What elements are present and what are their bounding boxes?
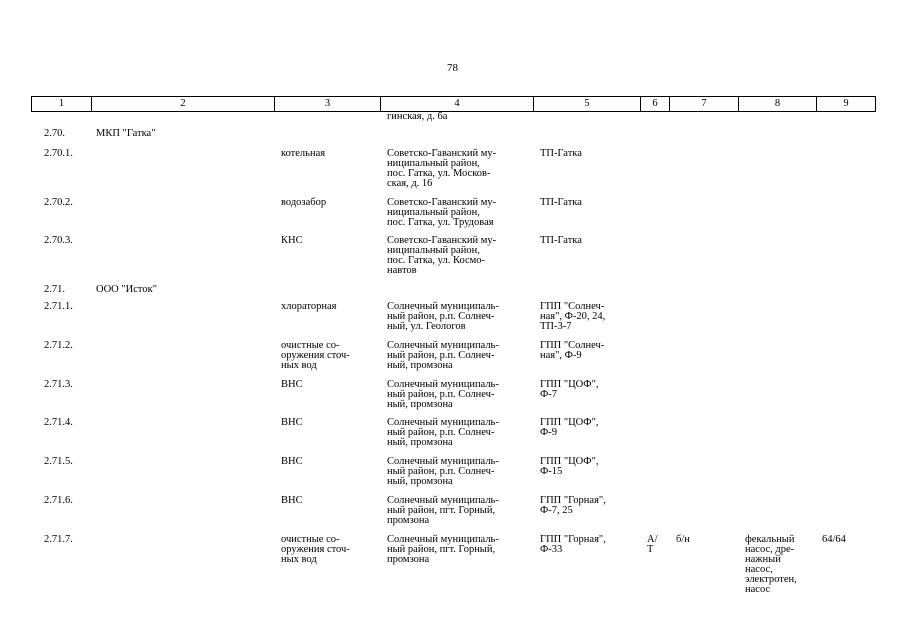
equipment-list: фекальный насос, дре- нажный насос, электротен, насос bbox=[745, 534, 797, 595]
row-number: 2.71. bbox=[44, 284, 65, 295]
facility-type: очистные со- оружения сточ- ных вод bbox=[281, 340, 350, 371]
organization-name: МКП "Гатка" bbox=[96, 128, 156, 139]
power-source: ТП-Гатка bbox=[540, 235, 582, 246]
power-source: ГПП "Горная", Ф-7, 25 bbox=[540, 495, 606, 516]
row-number: 2.71.3. bbox=[44, 379, 73, 390]
header-col-6: 6 bbox=[641, 97, 670, 111]
header-col-9: 9 bbox=[843, 98, 849, 109]
header-col-8: 8 bbox=[739, 97, 817, 111]
facility-type: очистные со- оружения сточ- ных вод bbox=[281, 534, 350, 565]
header-col-7: 7 bbox=[670, 97, 739, 111]
row-number: 2.71.6. bbox=[44, 495, 73, 506]
power-source: ТП-Гатка bbox=[540, 148, 582, 159]
facility-type: КНС bbox=[281, 235, 303, 246]
facility-type: ВНС bbox=[281, 495, 303, 506]
col-9-value: 64/64 bbox=[822, 534, 846, 545]
col-7-value: б/н bbox=[676, 534, 690, 545]
carryover-address: гинская, д. 6а bbox=[387, 111, 448, 122]
address: Солнечный муниципаль- ный район, пгт. Горный, промзона bbox=[387, 534, 499, 565]
row-number: 2.71.4. bbox=[44, 417, 73, 428]
facility-type: водозабор bbox=[281, 197, 327, 208]
address: Солнечный муниципаль- ный район, р.п. Солнеч- ный, промзона bbox=[387, 417, 499, 448]
power-source: ГПП "ЦОФ", Ф-9 bbox=[540, 417, 599, 438]
facility-type: ВНС bbox=[281, 379, 303, 390]
address: Солнечный муниципаль- ный район, пгт. Горный, промзона bbox=[387, 495, 499, 526]
address: Советско-Гаванский му- ниципальный район, пос. Гатка, ул. Москов- ская, д. 16 bbox=[387, 148, 497, 189]
address: Советско-Гаванский му- ниципальный район, пос. Гатка, ул. Трудовая bbox=[387, 197, 497, 228]
header-col-3: 3 bbox=[275, 97, 381, 111]
power-source: ТП-Гатка bbox=[540, 197, 582, 208]
power-source: ГПП "ЦОФ", Ф-15 bbox=[540, 456, 599, 477]
power-source: ГПП "Солнеч- ная", Ф-20, 24, ТП-3-7 bbox=[540, 301, 606, 332]
header-col-5: 5 bbox=[534, 97, 641, 111]
address: Солнечный муниципаль- ный район, р.п. Солнеч- ный, промзона bbox=[387, 379, 499, 410]
power-source: ГПП "ЦОФ", Ф-7 bbox=[540, 379, 599, 400]
row-number: 2.70. bbox=[44, 128, 65, 139]
facility-type: хлораторная bbox=[281, 301, 337, 312]
row-number: 2.70.1. bbox=[44, 148, 73, 159]
address: Солнечный муниципаль- ный район, р.п. Солнеч- ный, ул. Геологов bbox=[387, 301, 499, 332]
facility-type: котельная bbox=[281, 148, 326, 159]
address: Солнечный муниципаль- ный район, р.п. Солнеч- ный, промзона bbox=[387, 340, 499, 371]
header-col-4: 4 bbox=[381, 97, 534, 111]
organization-name: ООО "Исток" bbox=[96, 284, 157, 295]
address: Советско-Гаванский му- ниципальный район, пос. Гатка, ул. Космо- навтов bbox=[387, 235, 497, 276]
row-number: 2.71.2. bbox=[44, 340, 73, 351]
row-number: 2.71.5. bbox=[44, 456, 73, 467]
power-source: ГПП "Горная", Ф-33 bbox=[540, 534, 606, 555]
address: Солнечный муниципаль- ный район, р.п. Солнеч- ный, промзона bbox=[387, 456, 499, 487]
row-number: 2.70.3. bbox=[44, 235, 73, 246]
facility-type: ВНС bbox=[281, 456, 303, 467]
row-number: 2.70.2. bbox=[44, 197, 73, 208]
header-col-1: 1 bbox=[32, 97, 92, 111]
header-col-2: 2 bbox=[92, 97, 275, 111]
row-number: 2.71.1. bbox=[44, 301, 73, 312]
facility-type: ВНС bbox=[281, 417, 303, 428]
row-number: 2.71.7. bbox=[44, 534, 73, 545]
table-header bbox=[31, 96, 876, 112]
col-6-value: А/ Т bbox=[647, 534, 658, 555]
page-number: 78 bbox=[447, 62, 458, 74]
power-source: ГПП "Солнеч- ная", Ф-9 bbox=[540, 340, 605, 361]
